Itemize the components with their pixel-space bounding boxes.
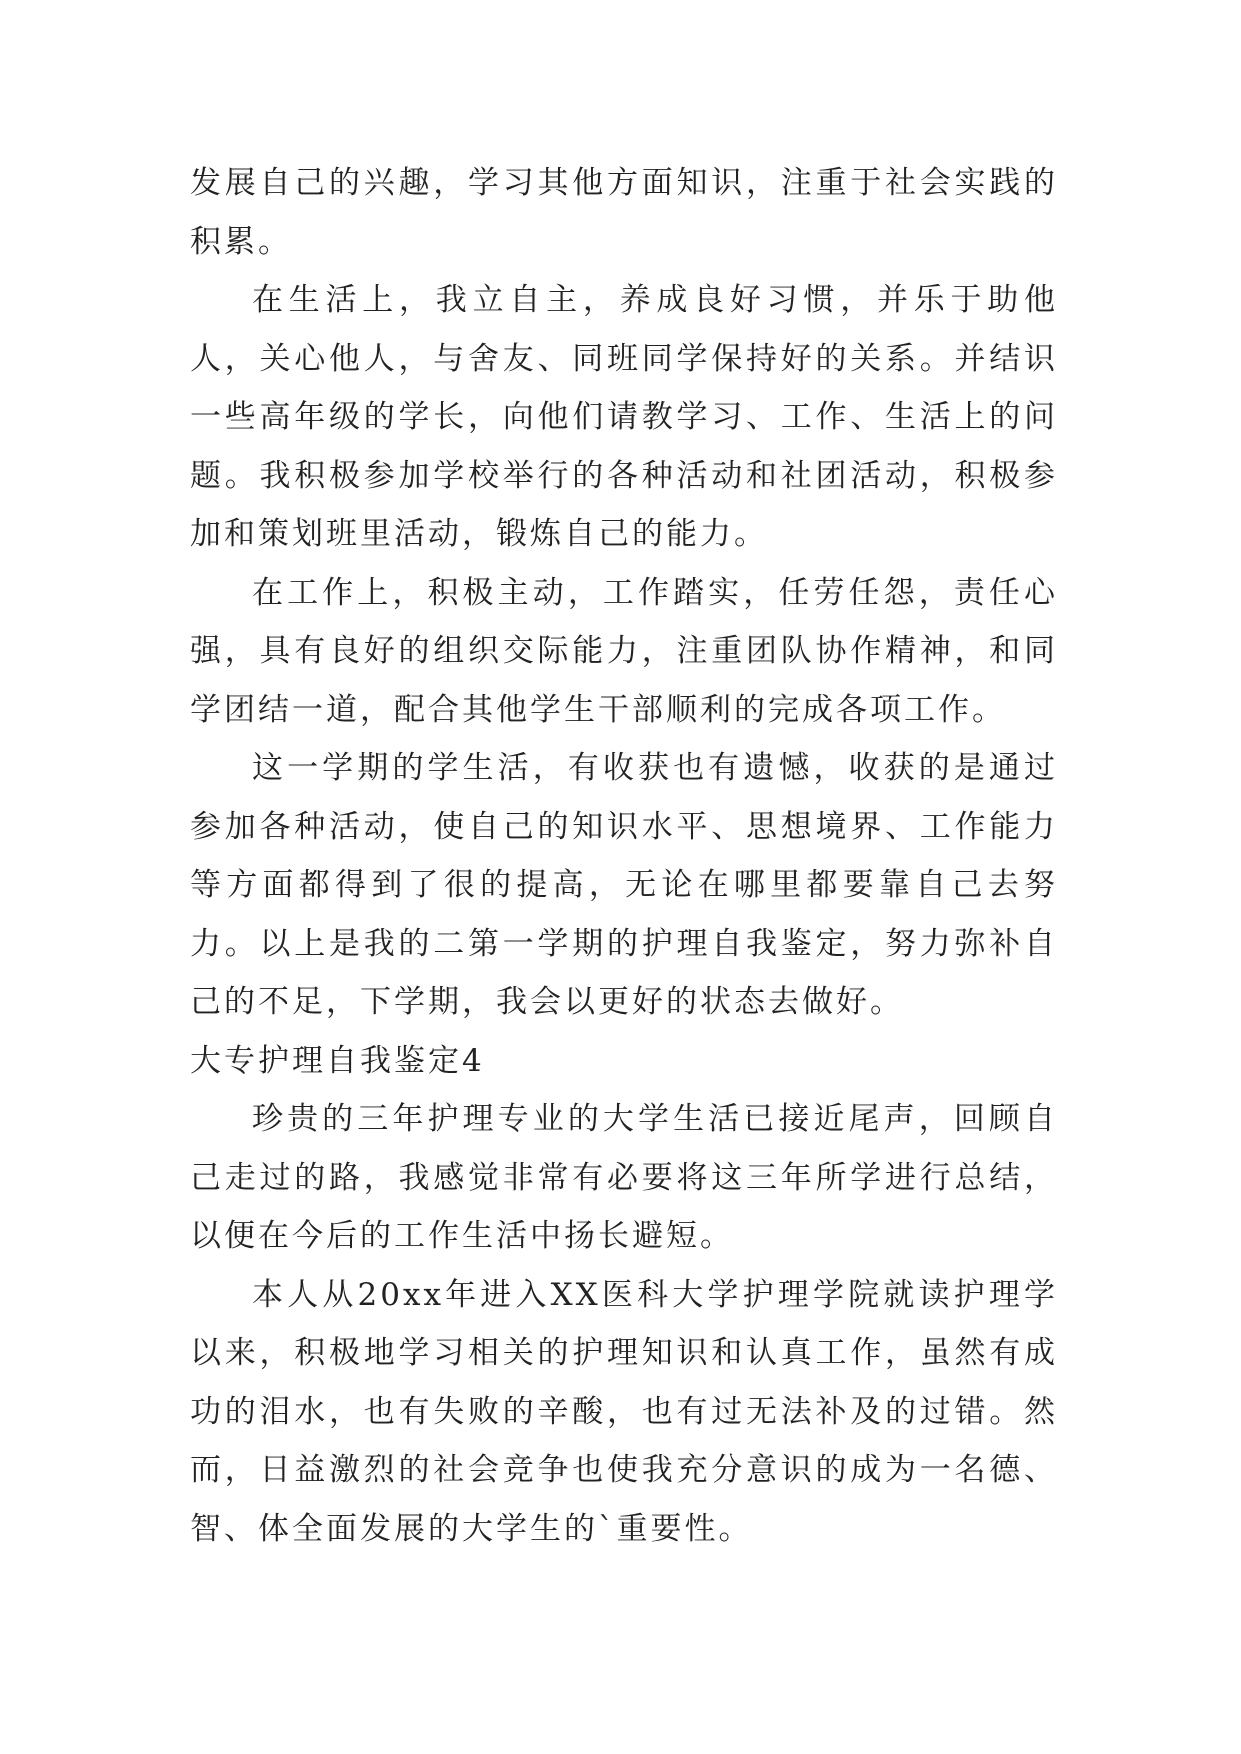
paragraph-work: 在工作上，积极主动，工作踏实，任劳任怨，责任心强，具有良好的组织交际能力，注重团队协作精神，和同学团结一道，配合其他学生干部顺利的完成各项工作。 bbox=[190, 574, 1058, 728]
section-heading: 大专护理自我鉴定4 bbox=[190, 1042, 485, 1079]
document-body bbox=[190, 154, 1058, 1558]
paragraph-interests: 发展自己的兴趣，学习其他方面知识，注重于社会实践的积累。 bbox=[190, 165, 1058, 260]
paragraph-since-enrollment: 本人从20xx年进入XX医科大学护理学院就读护理学以来，积极地学习相关的护理知识和认真工作，虽然有成功的泪水，也有失败的辛酸，也有过无法补及的过错。然而，日益激烈的社会竞争也使我充分意识的成为一名德、智、体全面发展的大学生的`重要性。 bbox=[190, 1276, 1058, 1547]
paragraph-life: 在生活上，我立自主，养成良好习惯，并乐于助他人，关心他人，与舍友、同班同学保持好的关系。并结识一些高年级的学长，向他们请教学习、工作、生活上的问题。我积极参加学校举行的各种活动和社团活动，积极参加和策划班里活动，锻炼自己的能力。 bbox=[190, 282, 1058, 552]
paragraph-semester-summary: 这一学期的学生活，有收获也有遗憾，收获的是通过参加各种活动，使自己的知识水平、思想境界、工作能力等方面都得到了很的提高，无论在哪里都要靠自己去努力。以上是我的二第一学期的护理自我鉴定，努力弥补自己的不足，下学期，我会以更好的状态去做好。 bbox=[190, 750, 1058, 1020]
paragraph-three-years: 珍贵的三年护理专业的大学生活已接近尾声，回顾自己走过的路，我感觉非常有必要将这三年所学进行总结，以便在今后的工作生活中扬长避短。 bbox=[190, 1101, 1058, 1254]
